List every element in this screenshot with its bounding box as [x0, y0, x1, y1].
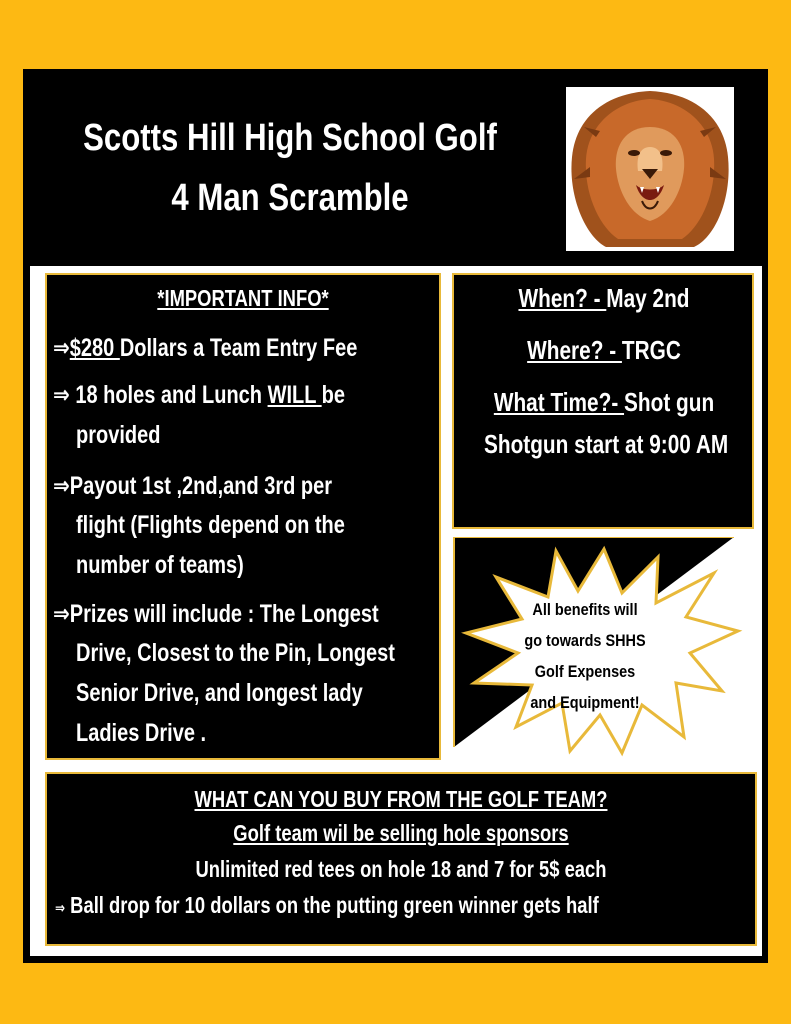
when-value: May 2nd — [606, 283, 690, 313]
event-details-panel — [452, 273, 754, 529]
important-info-panel — [45, 273, 441, 760]
benefits-line-1: All benefits will — [532, 600, 638, 619]
holes-line — [53, 380, 345, 410]
start-time-line: Shotgun start at 9:00 AM — [484, 429, 729, 459]
prizes-line-1 — [53, 599, 379, 629]
arrow-icon: ⇒ — [53, 472, 70, 500]
where-line — [484, 335, 724, 366]
arrow-icon: ⇒ — [55, 900, 66, 917]
prizes-text-1: Prizes will include : The Longest — [69, 600, 379, 628]
holes-text: 18 holes and Lunch — [69, 381, 268, 409]
when-label: When? - — [518, 283, 607, 313]
lion-mascot-icon — [566, 87, 734, 251]
golf-team-sales-panel — [45, 772, 757, 946]
payout-line-1 — [53, 471, 332, 501]
when-line — [484, 283, 724, 314]
title-line-2: 4 Man Scramble — [171, 177, 409, 219]
sales-line-2: Unlimited red tees on hole 18 and 7 for 5$ each — [195, 856, 607, 882]
sales-line-1: Golf team wil be selling hole sponsors — [233, 820, 569, 846]
sales-line-3 — [55, 892, 621, 919]
holes-be: be — [321, 381, 345, 409]
sales-line-3-text: Ball drop for 10 dollars on the putting green winner gets half — [70, 892, 599, 918]
holes-provided: provided — [76, 421, 161, 449]
benefits-line-2: go towards SHHS — [524, 631, 646, 650]
prizes-line-3: Senior Drive, and longest lady — [76, 679, 363, 707]
arrow-icon: ⇒ — [53, 600, 70, 628]
time-line — [484, 387, 724, 418]
arrow-icon: ⇒ — [53, 334, 70, 362]
sales-heading: WHAT CAN YOU BUY FROM THE GOLF TEAM? — [194, 786, 608, 812]
where-value: TRGC — [621, 335, 681, 365]
entry-fee-text: Dollars a Team Entry Fee — [119, 334, 358, 362]
prizes-line-2: Drive, Closest to the Pin, Longest — [76, 639, 395, 667]
where-label: Where? - — [527, 335, 622, 365]
arrow-icon: ⇒ — [53, 381, 70, 409]
benefits-line-4: and Equipment! — [530, 693, 640, 712]
flyer-title — [77, 108, 503, 228]
payout-line-3: number of teams) — [76, 551, 244, 579]
entry-fee-line — [53, 333, 357, 363]
time-label: What Time?- — [493, 387, 625, 417]
entry-fee-amount: $280 — [69, 334, 120, 362]
payout-line-2: flight (Flights depend on the — [76, 511, 345, 539]
prizes-line-4: Ladies Drive . — [76, 719, 207, 747]
important-info-heading: *IMPORTANT INFO* — [157, 285, 329, 311]
benefits-text — [504, 594, 666, 718]
benefits-line-3: Golf Expenses — [534, 662, 636, 681]
holes-will: WILL — [267, 381, 322, 409]
payout-text-1: Payout 1st ,2nd,and 3rd per — [69, 472, 333, 500]
title-line-1: Scotts Hill High School Golf — [83, 117, 497, 159]
time-value: Shot gun — [624, 387, 715, 417]
